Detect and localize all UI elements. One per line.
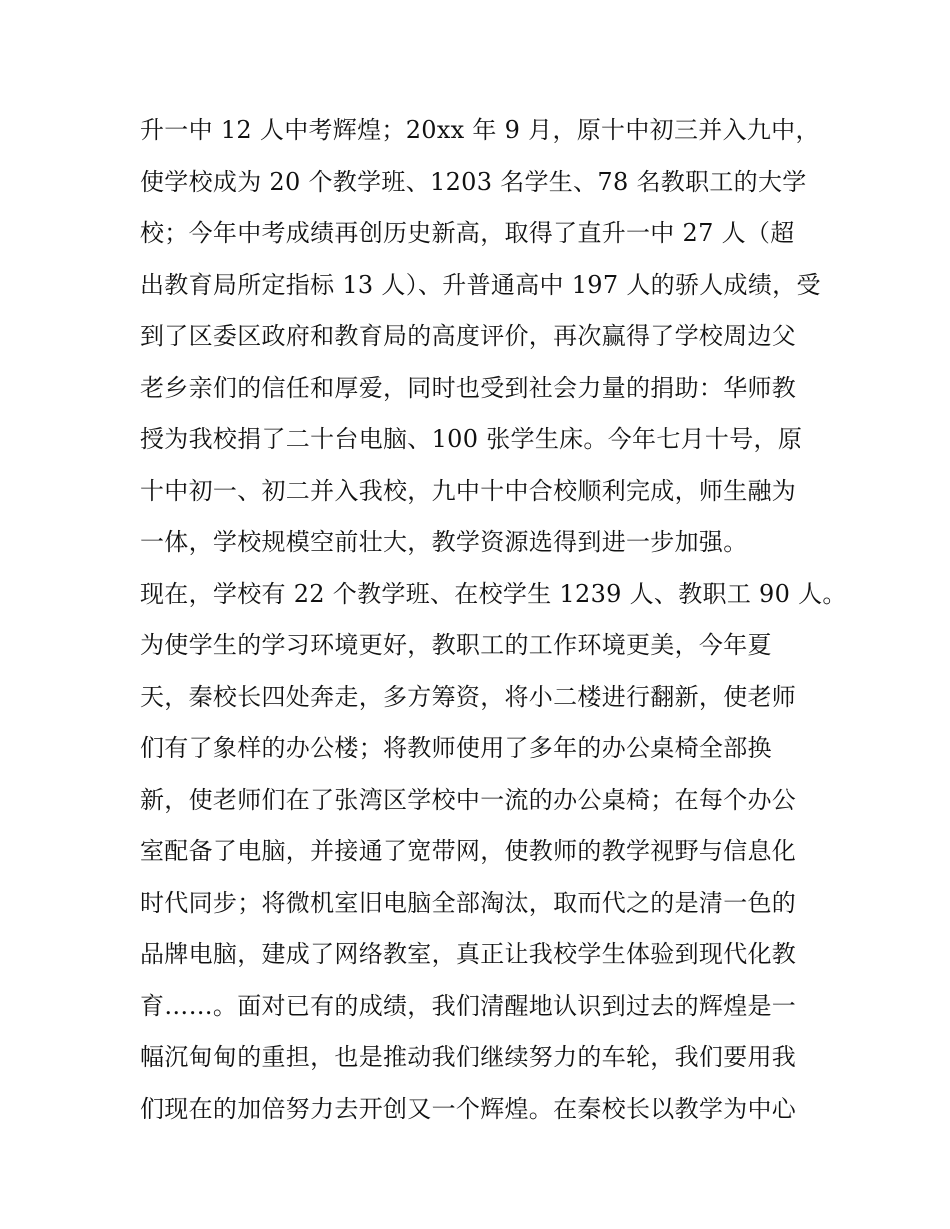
text-line-3: 校；今年中考成绩再创历史新高，取得了直升一中 27 人（超 <box>140 219 795 247</box>
text-line-6: 老乡亲们的信任和厚爱，同时也受到社会力量的捐助：华师教 <box>140 373 797 402</box>
text-line-13: 们有了象样的办公楼；将教师使用了多年的办公桌椅全部换 <box>140 734 772 762</box>
text-line-12: 天，秦校长四处奔走，多方筹资，将小二楼进行翻新，使老师 <box>140 682 797 711</box>
body-text <box>140 105 847 1135</box>
text-line-1: 升一中 12 人中考辉煌；20xx 年 9 月，原十中初三并入九中， <box>140 116 820 144</box>
text-line-20: 们现在的加倍努力去开创又一个辉煌。在秦校长以教学为中心 <box>140 1094 797 1123</box>
text-line-15: 室配备了电脑，并接通了宽带网，使教师的教学视野与信息化 <box>140 837 797 865</box>
text-line-4: 出教育局所定指标 13 人）、升普通高中 197 人的骄人成绩，受 <box>140 270 821 299</box>
text-line-7: 授为我校捐了二十台电脑、100 张学生床。今年七月十号，原 <box>140 425 803 453</box>
text-line-14: 新，使老师们在了张湾区学校中一流的办公桌椅；在每个办公 <box>140 785 797 814</box>
text-line-10: 现在，学校有 22 个教学班、在校学生 1239 人、教职工 90 人。 <box>140 579 847 608</box>
text-line-18: 育……。面对已有的成绩，我们清醒地认识到过去的辉煌是一 <box>140 991 797 1020</box>
text-line-9: 一体，学校规模空前壮大，教学资源选得到进一步加强。 <box>140 528 748 556</box>
text-line-2: 使学校成为 20 个教学班、1203 名学生、78 名教职工的大学 <box>140 167 807 196</box>
text-line-16: 时代同步；将微机室旧电脑全部淘汰，取而代之的是清一色的 <box>140 888 797 917</box>
text-line-8: 十中初一、初二并入我校，九中十中合校顺利完成，师生融为 <box>140 476 797 505</box>
text-line-19: 幅沉甸甸的重担，也是推动我们继续努力的车轮，我们要用我 <box>140 1043 797 1071</box>
text-line-11: 为使学生的学习环境更好，教职工的工作环境更美，今年夏 <box>140 631 772 659</box>
text-line-17: 品牌电脑，建成了网络教室，真正让我校学生体验到现代化教 <box>140 940 797 968</box>
text-line-5: 到了区委区政府和教育局的高度评价，再次赢得了学校周边父 <box>140 322 797 350</box>
